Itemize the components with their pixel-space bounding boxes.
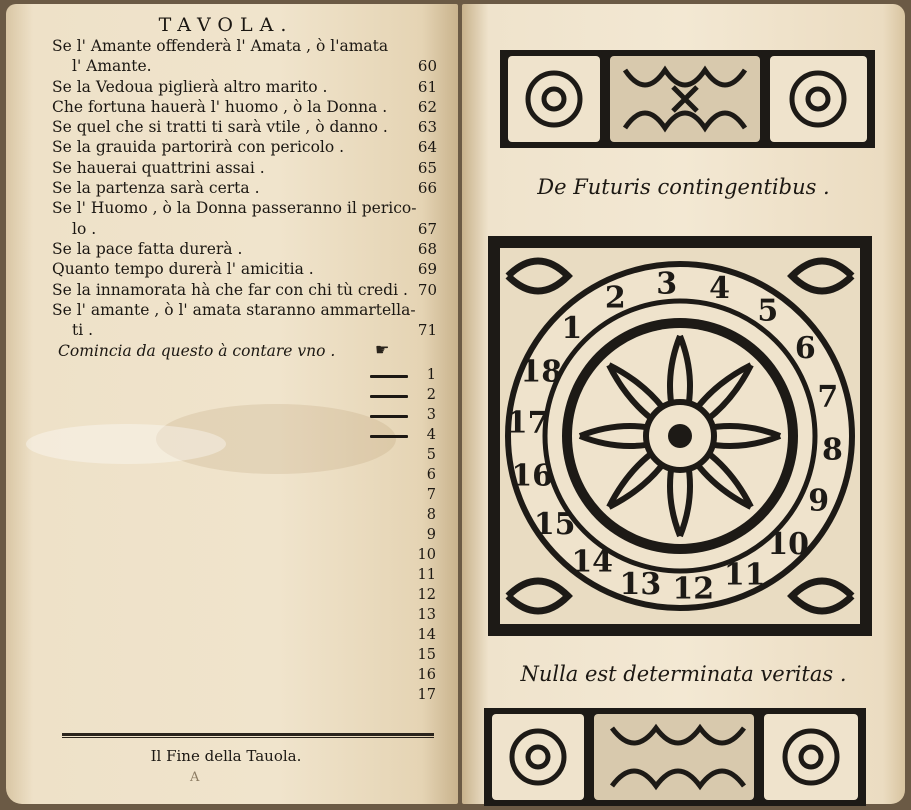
commence-instruction: Comincia da questo à contare vno .: [58, 342, 336, 360]
wheel-number: 11: [723, 557, 766, 593]
signature-mark: A: [190, 770, 200, 785]
toc-entry-text: Se la Vedoua piglierà altro marito .: [52, 77, 328, 96]
toc-entry: [52, 36, 437, 56]
footer-rule-thin: [62, 737, 434, 738]
wheel-number: 5: [757, 293, 779, 329]
wheel-number: 4: [709, 271, 731, 307]
page-footer: Il Fine della Tauola.: [150, 747, 302, 765]
count-number: 3: [426, 407, 436, 423]
count-bar: [370, 375, 408, 378]
ornament-pattern-top: [500, 50, 875, 148]
toc-entry-page-number: 64: [417, 138, 437, 157]
count-number: 7: [426, 487, 436, 503]
wheel-number: 8: [821, 432, 843, 468]
count-number: 4: [426, 427, 436, 443]
count-number: 5: [426, 447, 436, 463]
footer-rule: [62, 733, 434, 736]
count-row: [360, 666, 438, 686]
count-row: [360, 446, 438, 466]
toc-entry-page-number: 70: [417, 280, 437, 299]
count-number: 9: [426, 527, 436, 543]
toc-entry-text: Che fortuna hauerà l' huomo , ò la Donna .: [52, 97, 388, 116]
heading: De Futuris contingentibus .: [537, 175, 830, 199]
wheel-number: 3: [656, 266, 678, 302]
count-bar: [370, 395, 408, 398]
wheel-number: 2: [604, 280, 626, 316]
ornament-band-top: [500, 50, 875, 148]
toc-entry-text: Se l' Amante offenderà l' Amata , ò l'amata: [52, 37, 389, 55]
wheel-number: 9: [808, 483, 830, 519]
wheel-number: 6: [794, 331, 816, 367]
toc-entry: [52, 137, 437, 157]
toc-entry-page-number: 63: [417, 118, 437, 137]
toc-entry-page-number: 66: [417, 179, 437, 198]
toc-entry-page-number: 60: [417, 57, 437, 76]
count-row: [360, 566, 438, 586]
toc-entry-page-number: 71: [417, 321, 437, 340]
toc-entry-text: Quanto tempo durerà l' amicitia .: [52, 260, 314, 279]
count-number: 1: [426, 367, 436, 383]
count-number: 16: [417, 667, 436, 683]
toc-entry: [52, 300, 437, 320]
toc-entry-page-number: 65: [417, 158, 437, 177]
count-number: 2: [426, 387, 436, 403]
wheel-number: 17: [506, 405, 549, 441]
toc-entry-text: Se l' amante , ò l' amata staranno ammartella-: [52, 300, 416, 319]
count-row: [360, 546, 438, 566]
toc-entry-text: Se la innamorata hà che far con chi tù credi .: [52, 280, 408, 299]
count-row: [360, 466, 438, 486]
toc-entry: [52, 117, 437, 137]
count-row: [360, 626, 438, 646]
count-number: 10: [417, 547, 436, 563]
toc-entry: [52, 56, 437, 76]
wheel-number: 10: [767, 527, 810, 563]
count-row: [360, 586, 438, 606]
toc-entry: [52, 259, 437, 279]
motto: Nulla est determinata veritas .: [520, 662, 847, 686]
ornament-band-bottom: [484, 708, 866, 806]
wheel-number: 12: [672, 571, 715, 607]
toc-entry-text: ti .: [72, 321, 94, 340]
wheel-number: 7: [817, 379, 839, 415]
count-number: 14: [417, 627, 436, 643]
count-row: [360, 646, 438, 666]
count-number: 6: [426, 467, 436, 483]
toc-entry-page-number: 69: [417, 260, 437, 279]
count-row: [360, 406, 438, 426]
toc-entry: [52, 320, 437, 340]
wheel-number: 14: [571, 544, 614, 580]
fortune-wheel: [488, 236, 872, 636]
count-number: 8: [426, 507, 436, 523]
count-row: [360, 426, 438, 446]
toc-entry: [52, 219, 437, 239]
toc-entry-page-number: 61: [417, 77, 437, 96]
count-number: 11: [417, 567, 436, 583]
toc-entry: [52, 239, 437, 259]
toc-entry: [52, 158, 437, 178]
ornament-pattern-bottom: [484, 708, 866, 806]
wheel-number: 16: [511, 458, 554, 494]
toc-entry-text: l' Amante.: [72, 57, 152, 76]
count-number: 12: [417, 587, 436, 603]
count-row: [360, 486, 438, 506]
count-bar: [370, 415, 408, 418]
wheel-number: 18: [520, 354, 563, 390]
toc-entry-text: Se la pace fatta durerà .: [52, 239, 243, 258]
wheel-number: 15: [533, 506, 576, 542]
count-row: [360, 386, 438, 406]
count-bar: [370, 435, 408, 438]
toc-entry-text: Se la grauida partorirà con pericolo .: [52, 138, 345, 157]
count-row: [360, 606, 438, 626]
count-number: 13: [417, 607, 436, 623]
toc-entry-text: lo .: [72, 219, 97, 238]
count-row: [360, 526, 438, 546]
paper-tear: [26, 424, 226, 464]
toc-entry-page-number: 68: [417, 239, 437, 258]
toc-entry-page-number: 62: [417, 97, 437, 116]
pointing-hand-icon: ☛: [375, 340, 390, 359]
wheel-number: 13: [619, 566, 662, 602]
table-of-contents: [52, 36, 437, 340]
toc-entry: [52, 280, 437, 300]
wheel-number: 1: [561, 310, 583, 346]
toc-entry: [52, 178, 437, 198]
toc-entry: [52, 198, 437, 218]
toc-entry-text: Se la partenza sarà certa .: [52, 179, 260, 198]
toc-entry-text: Se hauerai quattrini assai .: [52, 158, 265, 177]
page-title: TAVOLA.: [158, 14, 294, 36]
count-row: [360, 686, 438, 706]
count-row: [360, 506, 438, 526]
toc-entry-text: Se l' Huomo , ò la Donna passeranno il perico-: [52, 199, 417, 218]
toc-entry-text: Se quel che si tratti ti sarà vtile , ò danno .: [52, 118, 388, 137]
toc-entry: [52, 97, 437, 117]
count-number: 17: [417, 687, 436, 703]
toc-entry-page-number: 67: [417, 219, 437, 238]
count-number: 15: [417, 647, 436, 663]
count-row: [360, 366, 438, 386]
toc-entry: [52, 77, 437, 97]
count-column: [360, 366, 438, 706]
